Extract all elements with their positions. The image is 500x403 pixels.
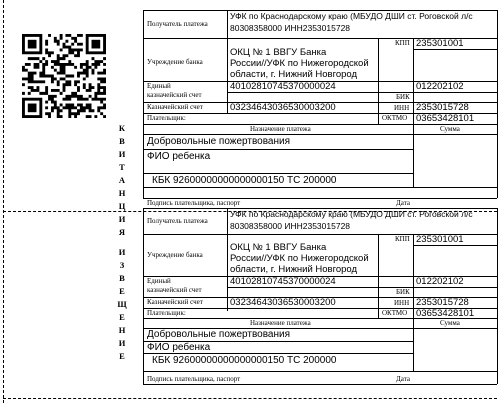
purpose-header: Назначение платежа	[250, 319, 311, 327]
bank-label: Учреждение банка	[147, 251, 203, 259]
inn-value: 2353015728	[416, 102, 469, 113]
bank-value-1: ОКЦ № 1 ВВГУ Банка	[230, 47, 327, 58]
sum-header: Сумма	[440, 125, 460, 133]
cut-line-bottom	[3, 398, 497, 399]
oktmo-value: 03653428101	[416, 113, 475, 124]
side-letter: А	[118, 175, 126, 185]
purpose-line-2: ФИО ребенка	[147, 151, 211, 162]
side-letter: К	[118, 123, 126, 133]
side-letter: Я	[118, 227, 126, 237]
cut-line-left	[3, 0, 4, 403]
bank-value-2: России//УФК по Нижегородской	[230, 58, 369, 69]
oktmo-label: ОКТМО	[382, 309, 408, 317]
bik-label: БИК	[396, 288, 410, 296]
eks-value: 40102810745370000024	[230, 276, 336, 287]
purpose-line-1: Добровольные пожертвования	[147, 136, 291, 147]
inn-label: ИНН	[394, 104, 410, 112]
purpose-line-3: КБК 92600000000000000150 ТС 200000	[152, 175, 337, 186]
date-label: Дата	[396, 375, 410, 383]
side-letter: И	[118, 247, 126, 257]
purpose-header: Назначение платежа	[250, 125, 311, 133]
ks-value: 03234643036530003200	[230, 102, 336, 113]
purpose-line-2: ФИО ребенка	[147, 342, 211, 353]
eks-label-2: казначейский счет	[147, 91, 202, 99]
side-letter: В	[119, 136, 125, 146]
bik-label: БИК	[396, 93, 410, 101]
eks-label-2: казначейский счет	[147, 286, 202, 294]
bank-value-2: России//УФК по Нижегородской	[230, 253, 369, 264]
ks-label: Казначейский счет	[147, 298, 203, 306]
side-letter: Т	[119, 162, 125, 172]
signature-label: Подпись плательщика, паспорт	[147, 199, 241, 207]
payer-label: Плательщик:	[147, 114, 186, 122]
side-letter: Н	[118, 325, 126, 335]
oktmo-value: 03653428101	[416, 308, 475, 319]
bik-value: 012202102	[416, 276, 464, 287]
qr-code-icon	[22, 34, 106, 118]
recipient-value-2: 80308358000 ИНН2353015728	[230, 221, 351, 231]
bank-label: Учреждение банка	[147, 58, 203, 66]
date-label: Дата	[396, 199, 410, 207]
side-letter: И	[118, 149, 126, 159]
recipient-value: УФК по Краснодарскому краю (МБУДО ДШИ ст. Роговской л/с	[230, 11, 473, 21]
side-letter: И	[118, 338, 126, 348]
side-letter: Щ	[117, 299, 127, 309]
payer-label: Плательщик:	[147, 309, 186, 317]
notice-side-label	[117, 246, 127, 363]
kpp-label: КПП	[395, 39, 410, 47]
side-letter: З	[119, 260, 125, 270]
oktmo-label: ОКТМО	[382, 114, 408, 122]
eks-value: 40102810745370000024	[230, 81, 336, 92]
inn-value: 2353015728	[416, 297, 469, 308]
bank-value-3: области, г. Нижний Новгород	[230, 69, 358, 80]
purpose-line-1: Добровольные пожертвования	[147, 329, 291, 340]
side-letter: И	[118, 214, 126, 224]
recipient-value: УФК по Краснодарскому краю (МБУДО ДШИ ст. Роговской л/с	[230, 209, 473, 219]
purpose-line-3: КБК 92600000000000000150 ТС 200000	[152, 355, 337, 366]
ks-label: Казначейский счет	[147, 103, 203, 111]
side-letter: Е	[119, 312, 125, 322]
eks-label: Единый	[147, 277, 171, 285]
bank-value-1: ОКЦ № 1 ВВГУ Банка	[230, 242, 327, 253]
signature-label: Подпись плательщика, паспорт	[147, 375, 241, 383]
recipient-label: Получатель платежа	[147, 20, 208, 28]
side-letter: В	[119, 273, 125, 283]
kpp-value: 235301001	[416, 234, 464, 245]
receipt-side-label	[117, 122, 127, 239]
inn-label: ИНН	[394, 299, 410, 307]
recipient-label: Получатель платежа	[147, 217, 208, 225]
side-letter: Е	[119, 351, 125, 361]
bank-value-3: области, г. Нижний Новгород	[230, 264, 358, 275]
recipient-value-2: 80308358000 ИНН2353015728	[230, 23, 351, 33]
kpp-value: 235301001	[416, 38, 464, 49]
sum-header: Сумма	[440, 319, 460, 327]
side-letter: Н	[118, 188, 126, 198]
side-letter: Е	[119, 286, 125, 296]
kpp-label: КПП	[395, 235, 410, 243]
bik-value: 012202102	[416, 81, 464, 92]
ks-value: 03234643036530003200	[230, 297, 336, 308]
eks-label: Единый	[147, 82, 171, 90]
side-letter: Ц	[118, 201, 126, 211]
